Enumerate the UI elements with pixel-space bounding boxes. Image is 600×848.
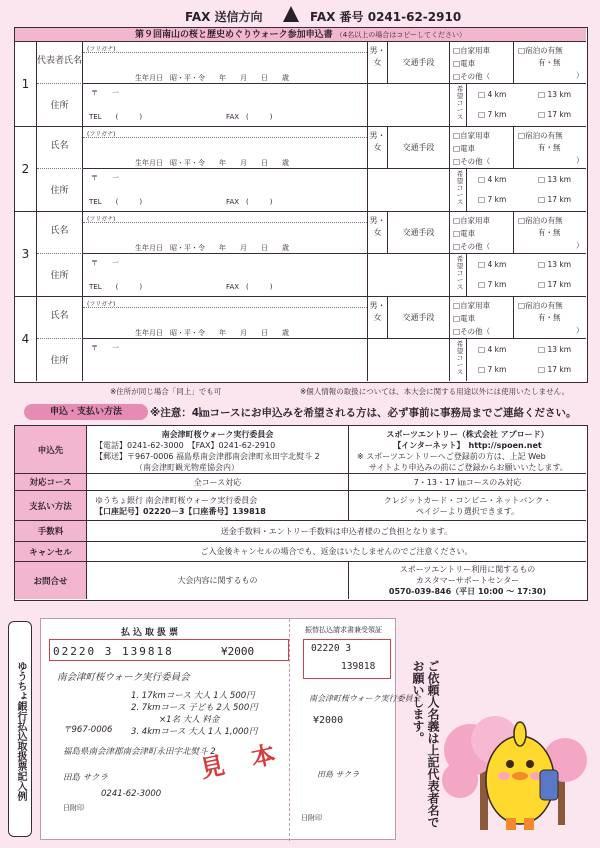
stay-yes-no[interactable]: 有・無 <box>538 143 561 152</box>
row-contact <box>15 562 586 599</box>
method-online-l2: ペイジーより選択できます。 <box>415 507 520 516</box>
address-field[interactable] <box>83 84 368 126</box>
checkbox-course-4km[interactable]: □ 4 km <box>478 90 507 99</box>
checkbox-course-4km[interactable]: □ 4 km <box>478 175 507 184</box>
checkbox-train[interactable]: □電車 <box>453 59 476 68</box>
checkbox-train[interactable]: □電車 <box>453 314 476 323</box>
slip-line: 1. 17kmコース 大人 1人 500円 <box>131 691 255 701</box>
tel-fax-field[interactable]: TEL ( ) FAX ( ) <box>89 198 273 206</box>
fee-text: 送金手数料・エントリー手数料は申込者様のご負担となります。 <box>220 526 453 536</box>
checkbox-course-13km[interactable]: □ 13 km <box>538 90 572 99</box>
grid-divider <box>368 169 450 211</box>
transport-label: 交通手段 <box>388 42 450 84</box>
transport-label: 交通手段 <box>388 127 450 169</box>
slip-zip: 〒967-0006 <box>63 725 113 735</box>
form-title <box>15 28 586 42</box>
sex-choice[interactable]: 男・女 <box>368 212 388 254</box>
name-field[interactable] <box>83 212 368 254</box>
entry-row <box>15 42 586 127</box>
receipt-account: 02220 3 <box>311 643 352 654</box>
payment-slip-sample <box>40 618 421 840</box>
checkbox-stay[interactable]: □宿泊の有無 <box>518 131 563 140</box>
fax-direction-label: FAX 送信方向 <box>185 10 263 24</box>
slip-date: 日附印 <box>63 804 84 812</box>
checkbox-course-7km[interactable]: □ 7 km <box>478 365 507 374</box>
slip-line: 2. 7kmコース 子ども 2人 500円 <box>131 703 258 713</box>
receipt-recipient: 南会津町桜ウォーク実行委員会 <box>309 694 421 703</box>
row-apply <box>15 426 586 474</box>
course-divider <box>466 339 467 381</box>
form-subtitle: （4名以上の場合はコピーしてください） <box>335 31 466 39</box>
stay-option <box>514 297 586 339</box>
payment-table <box>14 425 588 601</box>
slip-side-label: ゆうちょ銀行払込取扱票記入例 <box>8 621 32 837</box>
receipt-date: 日附印 <box>301 814 322 822</box>
method-account: 【口座記号】02220－3【口座番号】139818 <box>95 507 266 516</box>
checkbox-other[interactable]: □その他（ <box>453 242 491 251</box>
receipt-account-number: 139818 <box>341 661 376 672</box>
transport-label: 交通手段 <box>388 212 450 254</box>
course-online: 7・13・17 ㎞コースのみ対応 <box>413 477 522 487</box>
course-options <box>470 254 586 296</box>
tel-fax-field[interactable]: TEL ( ) FAX ( ) <box>89 283 273 291</box>
name-field[interactable] <box>83 127 368 169</box>
checkbox-stay[interactable]: □宿泊の有無 <box>518 216 563 225</box>
note-same-address: ※住所が同じ場合「同上」でも可 <box>110 387 222 396</box>
course-divider <box>466 84 467 126</box>
transport-label: 交通手段 <box>388 297 450 339</box>
checkbox-course-7km[interactable]: □ 7 km <box>478 110 507 119</box>
row-method <box>15 491 586 521</box>
birthdate-field[interactable]: 生年月日 昭・平・令 年 月 日 歳 <box>135 244 289 252</box>
course-office: 全コース対応 <box>87 474 349 490</box>
method-office <box>87 491 349 520</box>
furigana-label: (フリガナ) <box>87 216 116 223</box>
checkbox-course-13km[interactable]: □ 13 km <box>538 175 572 184</box>
address-label: 住所 <box>37 169 83 211</box>
label-fee: 手数料 <box>15 521 87 541</box>
name-field[interactable] <box>83 42 368 84</box>
payment-warning: ※注意：4㎞コースにお申込みを希望される方は、必ず事前に事務局までご連絡ください。 <box>150 407 577 419</box>
checkbox-car[interactable]: □自家用車 <box>453 131 491 140</box>
apply-office-mail: 【郵送】〒967-0006 福島県南会津郡南会津町永田字北熨斗 2 <box>95 452 320 461</box>
course-options <box>470 339 586 381</box>
slip-heading: 払込取扱票 <box>121 628 182 638</box>
furigana-label: (フリガナ) <box>87 131 116 138</box>
entry-number: 3 <box>15 212 37 296</box>
fax-header <box>0 6 600 26</box>
slip-divider <box>289 619 290 841</box>
method-bank: ゆうちょ銀行 南会津町桜ウォーク実行委員会 <box>95 496 258 505</box>
address-label: 住所 <box>37 84 83 126</box>
grid-divider <box>368 339 450 381</box>
contact-online <box>349 562 586 599</box>
tel-fax-field[interactable]: TEL ( ) FAX ( ) <box>89 113 273 121</box>
slip-line: ×1名 大人 料金 <box>159 715 220 725</box>
zip-field[interactable]: 〒 一 <box>91 344 119 352</box>
birthdate-field[interactable]: 生年月日 昭・平・令 年 月 日 歳 <box>135 74 289 82</box>
transport-options <box>450 42 514 84</box>
stay-option <box>514 42 586 84</box>
stay-option <box>514 127 586 169</box>
course-divider <box>466 169 467 211</box>
cancel-text: ご入金後キャンセルの場合でも、返金はいたしませんのでご注意ください。 <box>200 547 473 556</box>
apply-online-title: スポーツエントリー（株式会社 アプロード） <box>386 430 549 439</box>
fax-number: FAX 番号 0241-62-2910 <box>310 10 462 24</box>
furigana-divider <box>83 137 367 138</box>
entry-number: 1 <box>15 42 37 126</box>
birthdate-field[interactable]: 生年月日 昭・平・令 年 月 日 歳 <box>135 329 289 337</box>
slip-phone: 0241-62-3000 <box>101 789 162 799</box>
apply-online-url[interactable]: 【インターネット】 http://spoen.net <box>393 441 542 450</box>
checkbox-course-17km[interactable]: □ 17 km <box>538 110 572 119</box>
receipt-amount: ¥2000 <box>313 715 344 726</box>
contact-office: 大会内容に関するもの <box>87 562 349 599</box>
receipt-payer: 田島 サクラ <box>317 770 360 779</box>
label-cancel: キャンセル <box>15 542 87 561</box>
form-title-text: 第９回南山の桜と歴史めぐりウォーク参加申込書 <box>135 30 333 40</box>
row-fee <box>15 521 586 542</box>
transport-options <box>450 212 514 254</box>
course-options <box>470 84 586 126</box>
furigana-divider <box>83 307 367 308</box>
transport-options <box>450 127 514 169</box>
other-close-paren: ） <box>576 156 584 165</box>
entry-number: 2 <box>15 127 37 211</box>
apply-online <box>349 426 586 473</box>
slip-payer: 田島 サクラ <box>63 773 108 783</box>
checkbox-course-13km[interactable]: □ 13 km <box>538 260 572 269</box>
contact-phone[interactable]: 0570-039-846（平日 10:00 ～ 17:30) <box>388 587 547 596</box>
slip-address: 福島県南会津郡南会津町永田字北熨斗 2 <box>63 747 216 757</box>
name-field[interactable] <box>83 297 368 339</box>
name-label: 氏名 <box>37 127 83 169</box>
zip-field[interactable]: 〒 一 <box>91 174 119 182</box>
slip-amount: ¥2000 <box>221 645 255 658</box>
note-privacy: ※個人情報の取扱については、本大会に関する用途以外には使用いたしません。 <box>300 387 570 396</box>
course-label: 希望コース <box>456 255 464 291</box>
checkbox-course-17km[interactable]: □ 17 km <box>538 280 572 289</box>
slip-recipient: 南会津町桜ウォーク実行委員会 <box>57 672 190 683</box>
furigana-label: (フリガナ) <box>87 301 116 308</box>
checkbox-stay[interactable]: □宿泊の有無 <box>518 301 563 310</box>
address-field[interactable] <box>83 254 368 296</box>
stay-yes-no[interactable]: 有・無 <box>538 58 561 67</box>
stay-yes-no[interactable]: 有・無 <box>538 228 561 237</box>
address-label: 住所 <box>37 254 83 296</box>
contact-online-l1: スポーツエントリー利用に関するもの <box>399 565 536 574</box>
apply-office-title: 南会津町桜ウォーク実行委員会 <box>161 430 274 439</box>
address-field[interactable] <box>83 169 368 211</box>
apply-office-sub: （南会津町観光物産協会内） <box>135 463 239 472</box>
row-cancel <box>15 542 586 562</box>
label-method: 支払い方法 <box>15 491 87 520</box>
name-label: 代表者氏名 <box>37 42 83 84</box>
grid-divider <box>368 84 450 126</box>
method-online-l1: クレジットカード・コンビニ・ネットバンク・ <box>383 496 552 505</box>
apply-online-note1: ※ スポーツエントリーへご登録前の方は、上記 Web <box>357 452 546 461</box>
checkbox-course-7km[interactable]: □ 7 km <box>478 195 507 204</box>
apply-online-note2: サイトより申込みの前にご登録からお願いいたします。 <box>369 463 568 472</box>
other-close-paren: ） <box>576 326 584 335</box>
name-label: 氏名 <box>37 297 83 339</box>
checkbox-course-7km[interactable]: □ 7 km <box>478 280 507 289</box>
checkbox-course-17km[interactable]: □ 17 km <box>538 365 572 374</box>
checkbox-other[interactable]: □その他（ <box>453 157 491 166</box>
entry-number: 4 <box>15 297 37 381</box>
checkbox-course-4km[interactable]: □ 4 km <box>478 260 507 269</box>
slip-account: 02220 3 139818 <box>53 645 174 658</box>
checkbox-other[interactable]: □その他（ <box>453 72 491 81</box>
stay-yes-no[interactable]: 有・無 <box>538 313 561 322</box>
receipt-heading: 振替払込請求書兼受領証 <box>305 626 382 634</box>
checkbox-car[interactable]: □自家用車 <box>453 301 491 310</box>
furigana-divider <box>83 222 367 223</box>
checkbox-course-17km[interactable]: □ 17 km <box>538 195 572 204</box>
checkbox-course-13km[interactable]: □ 13 km <box>538 345 572 354</box>
grid-divider <box>368 254 450 296</box>
course-label: 希望コース <box>456 340 464 376</box>
checkbox-stay[interactable]: □宿泊の有無 <box>518 46 563 55</box>
entry-row <box>15 127 586 212</box>
payer-name-note: ご依頼人名義は上記代表者名でお願いします。 <box>411 660 440 828</box>
apply-office <box>87 426 349 473</box>
payment-tag: 申込・支払い方法 <box>24 404 148 420</box>
contact-online-l2: カスタマーサポートセンター <box>415 576 520 585</box>
checkbox-train[interactable]: □電車 <box>453 229 476 238</box>
course-divider <box>466 254 467 296</box>
checkbox-car[interactable]: □自家用車 <box>453 46 491 55</box>
payment-header <box>12 402 588 424</box>
other-close-paren: ） <box>576 71 584 80</box>
sex-choice[interactable]: 男・女 <box>368 42 388 84</box>
zip-field[interactable]: 〒 一 <box>91 259 119 267</box>
application-form <box>14 27 588 383</box>
checkbox-train[interactable]: □電車 <box>453 144 476 153</box>
birthdate-field[interactable]: 生年月日 昭・平・令 年 月 日 歳 <box>135 159 289 167</box>
address-field[interactable] <box>83 339 368 381</box>
course-options <box>470 169 586 211</box>
course-label: 希望コース <box>456 170 464 206</box>
sample-stamp: 見本 <box>197 734 306 784</box>
slip-line: 3. 4kmコース 大人 1人 1,000円 <box>131 727 258 737</box>
furigana-label: (フリガナ) <box>87 46 116 53</box>
checkbox-other[interactable]: □その他（ <box>453 327 491 336</box>
course-label: 希望コース <box>456 85 464 121</box>
sex-choice[interactable]: 男・女 <box>368 127 388 169</box>
label-contact: お問合せ <box>15 562 87 599</box>
entry-row <box>15 297 586 382</box>
stay-option <box>514 212 586 254</box>
row-course <box>15 474 586 491</box>
zip-field[interactable]: 〒 一 <box>91 89 119 97</box>
entry-row <box>15 212 586 297</box>
name-label: 氏名 <box>37 212 83 254</box>
transport-options <box>450 297 514 339</box>
method-online <box>349 491 586 520</box>
checkbox-course-4km[interactable]: □ 4 km <box>478 345 507 354</box>
arrow-up-icon <box>283 6 299 22</box>
mascot-illustration <box>440 650 590 840</box>
checkbox-car[interactable]: □自家用車 <box>453 216 491 225</box>
label-course: 対応コース <box>15 474 87 490</box>
furigana-divider <box>83 52 367 53</box>
apply-office-phone: 【電話】0241-62-3000 【FAX】0241-62-2910 <box>95 441 276 450</box>
sex-choice[interactable]: 男・女 <box>368 297 388 339</box>
other-close-paren: ） <box>576 241 584 250</box>
label-apply: 申込先 <box>15 426 87 473</box>
address-label: 住所 <box>37 339 83 381</box>
